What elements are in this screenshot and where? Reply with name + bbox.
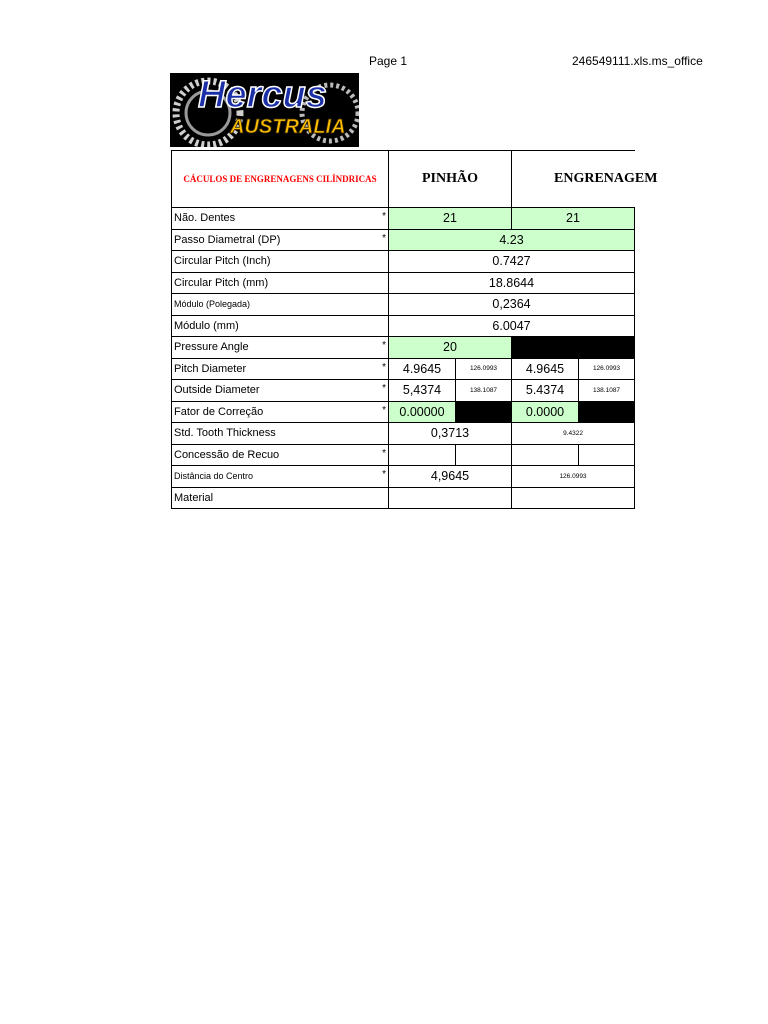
cell-pitch-dia-gear-mm: 126.0993: [579, 358, 635, 380]
cell-backlash-4[interactable]: [579, 444, 635, 466]
cell-backlash-3[interactable]: [512, 444, 579, 466]
cell-pitch-dia-pinion: 4.9645: [389, 358, 456, 380]
row-pitch-dia: [172, 358, 635, 380]
row-center: [172, 466, 635, 488]
row-label: Circular Pitch (Inch): [172, 251, 389, 273]
row-cp-mm: [172, 272, 635, 294]
row-label: Concessão de Recuo *: [172, 444, 389, 466]
row-label: Circular Pitch (mm): [172, 272, 389, 294]
row-label: Módulo (mm): [172, 315, 389, 337]
cell-cp-inch: 0.7427: [389, 251, 635, 273]
cell-backlash-1[interactable]: [389, 444, 456, 466]
row-label: Material: [172, 487, 389, 509]
row-backlash: [172, 444, 635, 466]
cell-blank: [456, 401, 512, 423]
cell-blank: [579, 401, 635, 423]
row-mod-inch: [172, 294, 635, 316]
col-gear: ENGRENAGEM: [512, 151, 635, 208]
row-label: Passo Diametral (DP) *: [172, 229, 389, 251]
gear-calc-table: [171, 150, 658, 509]
cell-outside-dia-pinion-mm: 138.1087: [456, 380, 512, 402]
row-label: Módulo (Polegada): [172, 294, 389, 316]
row-tooth-thickness: [172, 423, 635, 445]
cell-pitch-dia-pinion-mm: 126.0993: [456, 358, 512, 380]
cell-blank: [512, 337, 635, 359]
row-label: Distância do Centro *: [172, 466, 389, 488]
cell-material-pinion[interactable]: [389, 487, 512, 509]
logo-text-hercus: Hercus: [198, 74, 327, 116]
col-pinion: PINHÃO: [389, 151, 512, 208]
file-name: 246549111.xls.ms_office: [572, 54, 703, 68]
cell-pitch-dia-gear: 4.9645: [512, 358, 579, 380]
row-outside-dia: [172, 380, 635, 402]
cell-mod-mm: 6.0047: [389, 315, 635, 337]
row-cp-inch: [172, 251, 635, 273]
table-header-row: [172, 151, 635, 208]
row-label: Outside Diameter *: [172, 380, 389, 402]
cell-center-gear: 126.0993: [512, 466, 635, 488]
cell-center-pinion: 4,9645: [389, 466, 512, 488]
row-material: [172, 487, 635, 509]
page-number: Page 1: [369, 54, 408, 68]
row-teeth: [172, 208, 635, 230]
row-label: Pressure Angle *: [172, 337, 389, 359]
cell-outside-dia-gear-mm: 138.1087: [579, 380, 635, 402]
table-title: CÁCULOS DE ENGRENAGENS CILÍNDRICAS: [172, 151, 389, 208]
row-label: Std. Tooth Thickness: [172, 423, 389, 445]
cell-outside-dia-pinion: 5,4374: [389, 380, 456, 402]
cell-material-gear[interactable]: [512, 487, 635, 509]
row-label: Não. Dentes *: [172, 208, 389, 230]
cell-mod-inch: 0,2364: [389, 294, 635, 316]
cell-correction-gear[interactable]: 0.0000: [512, 401, 579, 423]
cell-teeth-pinion[interactable]: 21: [389, 208, 512, 230]
row-mod-mm: [172, 315, 635, 337]
cell-backlash-2[interactable]: [456, 444, 512, 466]
cell-cp-mm: 18.8644: [389, 272, 635, 294]
row-label: Pitch Diameter *: [172, 358, 389, 380]
cell-teeth-gear[interactable]: 21: [512, 208, 635, 230]
cell-dp[interactable]: 4.23: [389, 229, 635, 251]
logo-text-australia: AUSTRALIA: [230, 116, 346, 138]
hercus-logo: [170, 73, 359, 147]
cell-outside-dia-gear: 5.4374: [512, 380, 579, 402]
cell-tooth-thk-gear: 9.4322: [512, 423, 635, 445]
row-dp: [172, 229, 635, 251]
cell-correction-pinion[interactable]: 0.00000: [389, 401, 456, 423]
row-pressure: [172, 337, 635, 359]
cell-pressure[interactable]: 20: [389, 337, 512, 359]
row-label: Fator de Correção *: [172, 401, 389, 423]
cell-tooth-thk-pinion: 0,3713: [389, 423, 512, 445]
row-correction: [172, 401, 635, 423]
